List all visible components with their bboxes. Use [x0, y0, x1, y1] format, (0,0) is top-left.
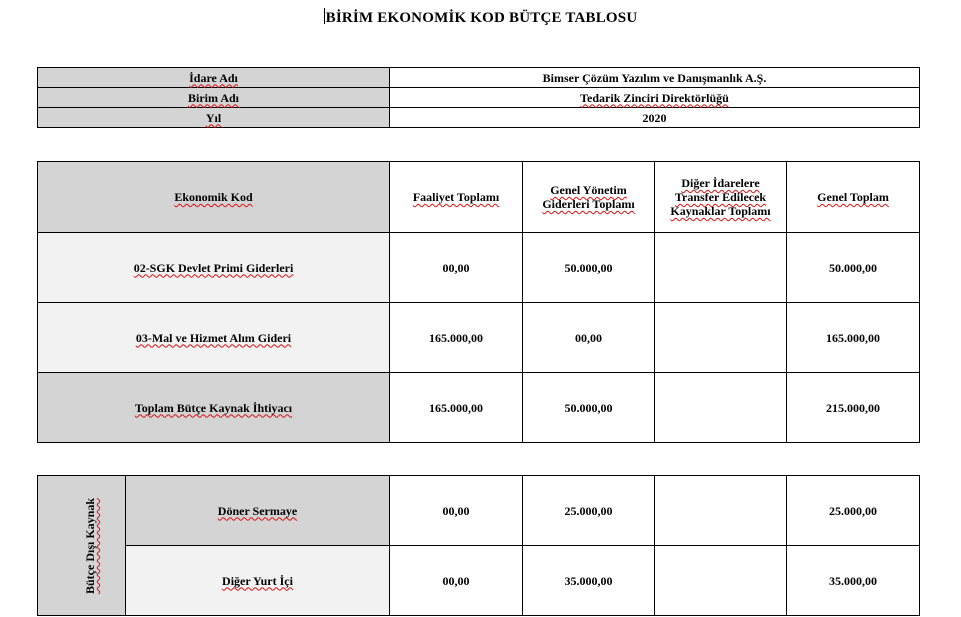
cell-genel-yonetim: 35.000,00 [523, 546, 655, 616]
total-genel-yonetim: 50.000,00 [523, 373, 655, 443]
total-diger [655, 373, 787, 443]
info-value: 2020 [390, 108, 920, 128]
info-table [37, 67, 920, 128]
cell-diger [655, 546, 787, 616]
group-label: Bütçe Dışı Kaynak [38, 476, 126, 616]
table-row [38, 233, 920, 303]
row-code: 02-SGK Devlet Primi Giderleri [38, 233, 390, 303]
table-row [38, 476, 920, 546]
text-cursor [324, 8, 325, 24]
table-row [38, 303, 920, 373]
info-value: Bimser Çözüm Yazılım ve Danışmanlık A.Ş. [390, 68, 920, 88]
cell-genel-yonetim: 50.000,00 [523, 233, 655, 303]
cell-diger [655, 476, 787, 546]
header-genel-toplam: Genel Toplam [787, 162, 920, 233]
total-faaliyet: 165.000,00 [390, 373, 523, 443]
budget-table [37, 161, 920, 443]
total-label: Toplam Bütçe Kaynak İhtiyacı [38, 373, 390, 443]
cell-faaliyet: 00,00 [390, 546, 523, 616]
info-label: Birim Adı [38, 88, 390, 108]
cell-diger [655, 303, 787, 373]
info-row-birim [38, 88, 920, 108]
info-label: Yıl [38, 108, 390, 128]
cell-diger [655, 233, 787, 303]
row-label: Döner Sermaye [126, 476, 390, 546]
info-value: Tedarik Zinciri Direktörlüğü [390, 88, 920, 108]
total-row [38, 373, 920, 443]
cell-genel-yonetim: 25.000,00 [523, 476, 655, 546]
page-title [0, 8, 961, 27]
row-code: 03-Mal ve Hizmet Alım Gideri [38, 303, 390, 373]
cell-toplam: 50.000,00 [787, 233, 920, 303]
cell-faaliyet: 00,00 [390, 233, 523, 303]
cell-toplam: 35.000,00 [787, 546, 920, 616]
header-genel-yonetim: Genel Yönetim Giderleri Toplamı [523, 162, 655, 233]
info-row-idare [38, 68, 920, 88]
cell-toplam: 165.000,00 [787, 303, 920, 373]
info-label: İdare Adı [38, 68, 390, 88]
external-source-table [37, 475, 920, 616]
budget-header-row [38, 162, 920, 233]
cell-faaliyet: 00,00 [390, 476, 523, 546]
header-ekonomik-kod: Ekonomik Kod [38, 162, 390, 233]
row-label: Diğer Yurt İçi [126, 546, 390, 616]
cell-faaliyet: 165.000,00 [390, 303, 523, 373]
total-toplam: 215.000,00 [787, 373, 920, 443]
page-title-text: BİRİM EKONOMİK KOD BÜTÇE TABLOSU [325, 10, 638, 26]
table-row [38, 546, 920, 616]
cell-genel-yonetim: 00,00 [523, 303, 655, 373]
header-diger: Diğer İdarelere Transfer Edilecek Kaynaklar Toplamı [655, 162, 787, 233]
info-row-yil [38, 108, 920, 128]
cell-toplam: 25.000,00 [787, 476, 920, 546]
header-faaliyet: Faaliyet Toplamı [390, 162, 523, 233]
